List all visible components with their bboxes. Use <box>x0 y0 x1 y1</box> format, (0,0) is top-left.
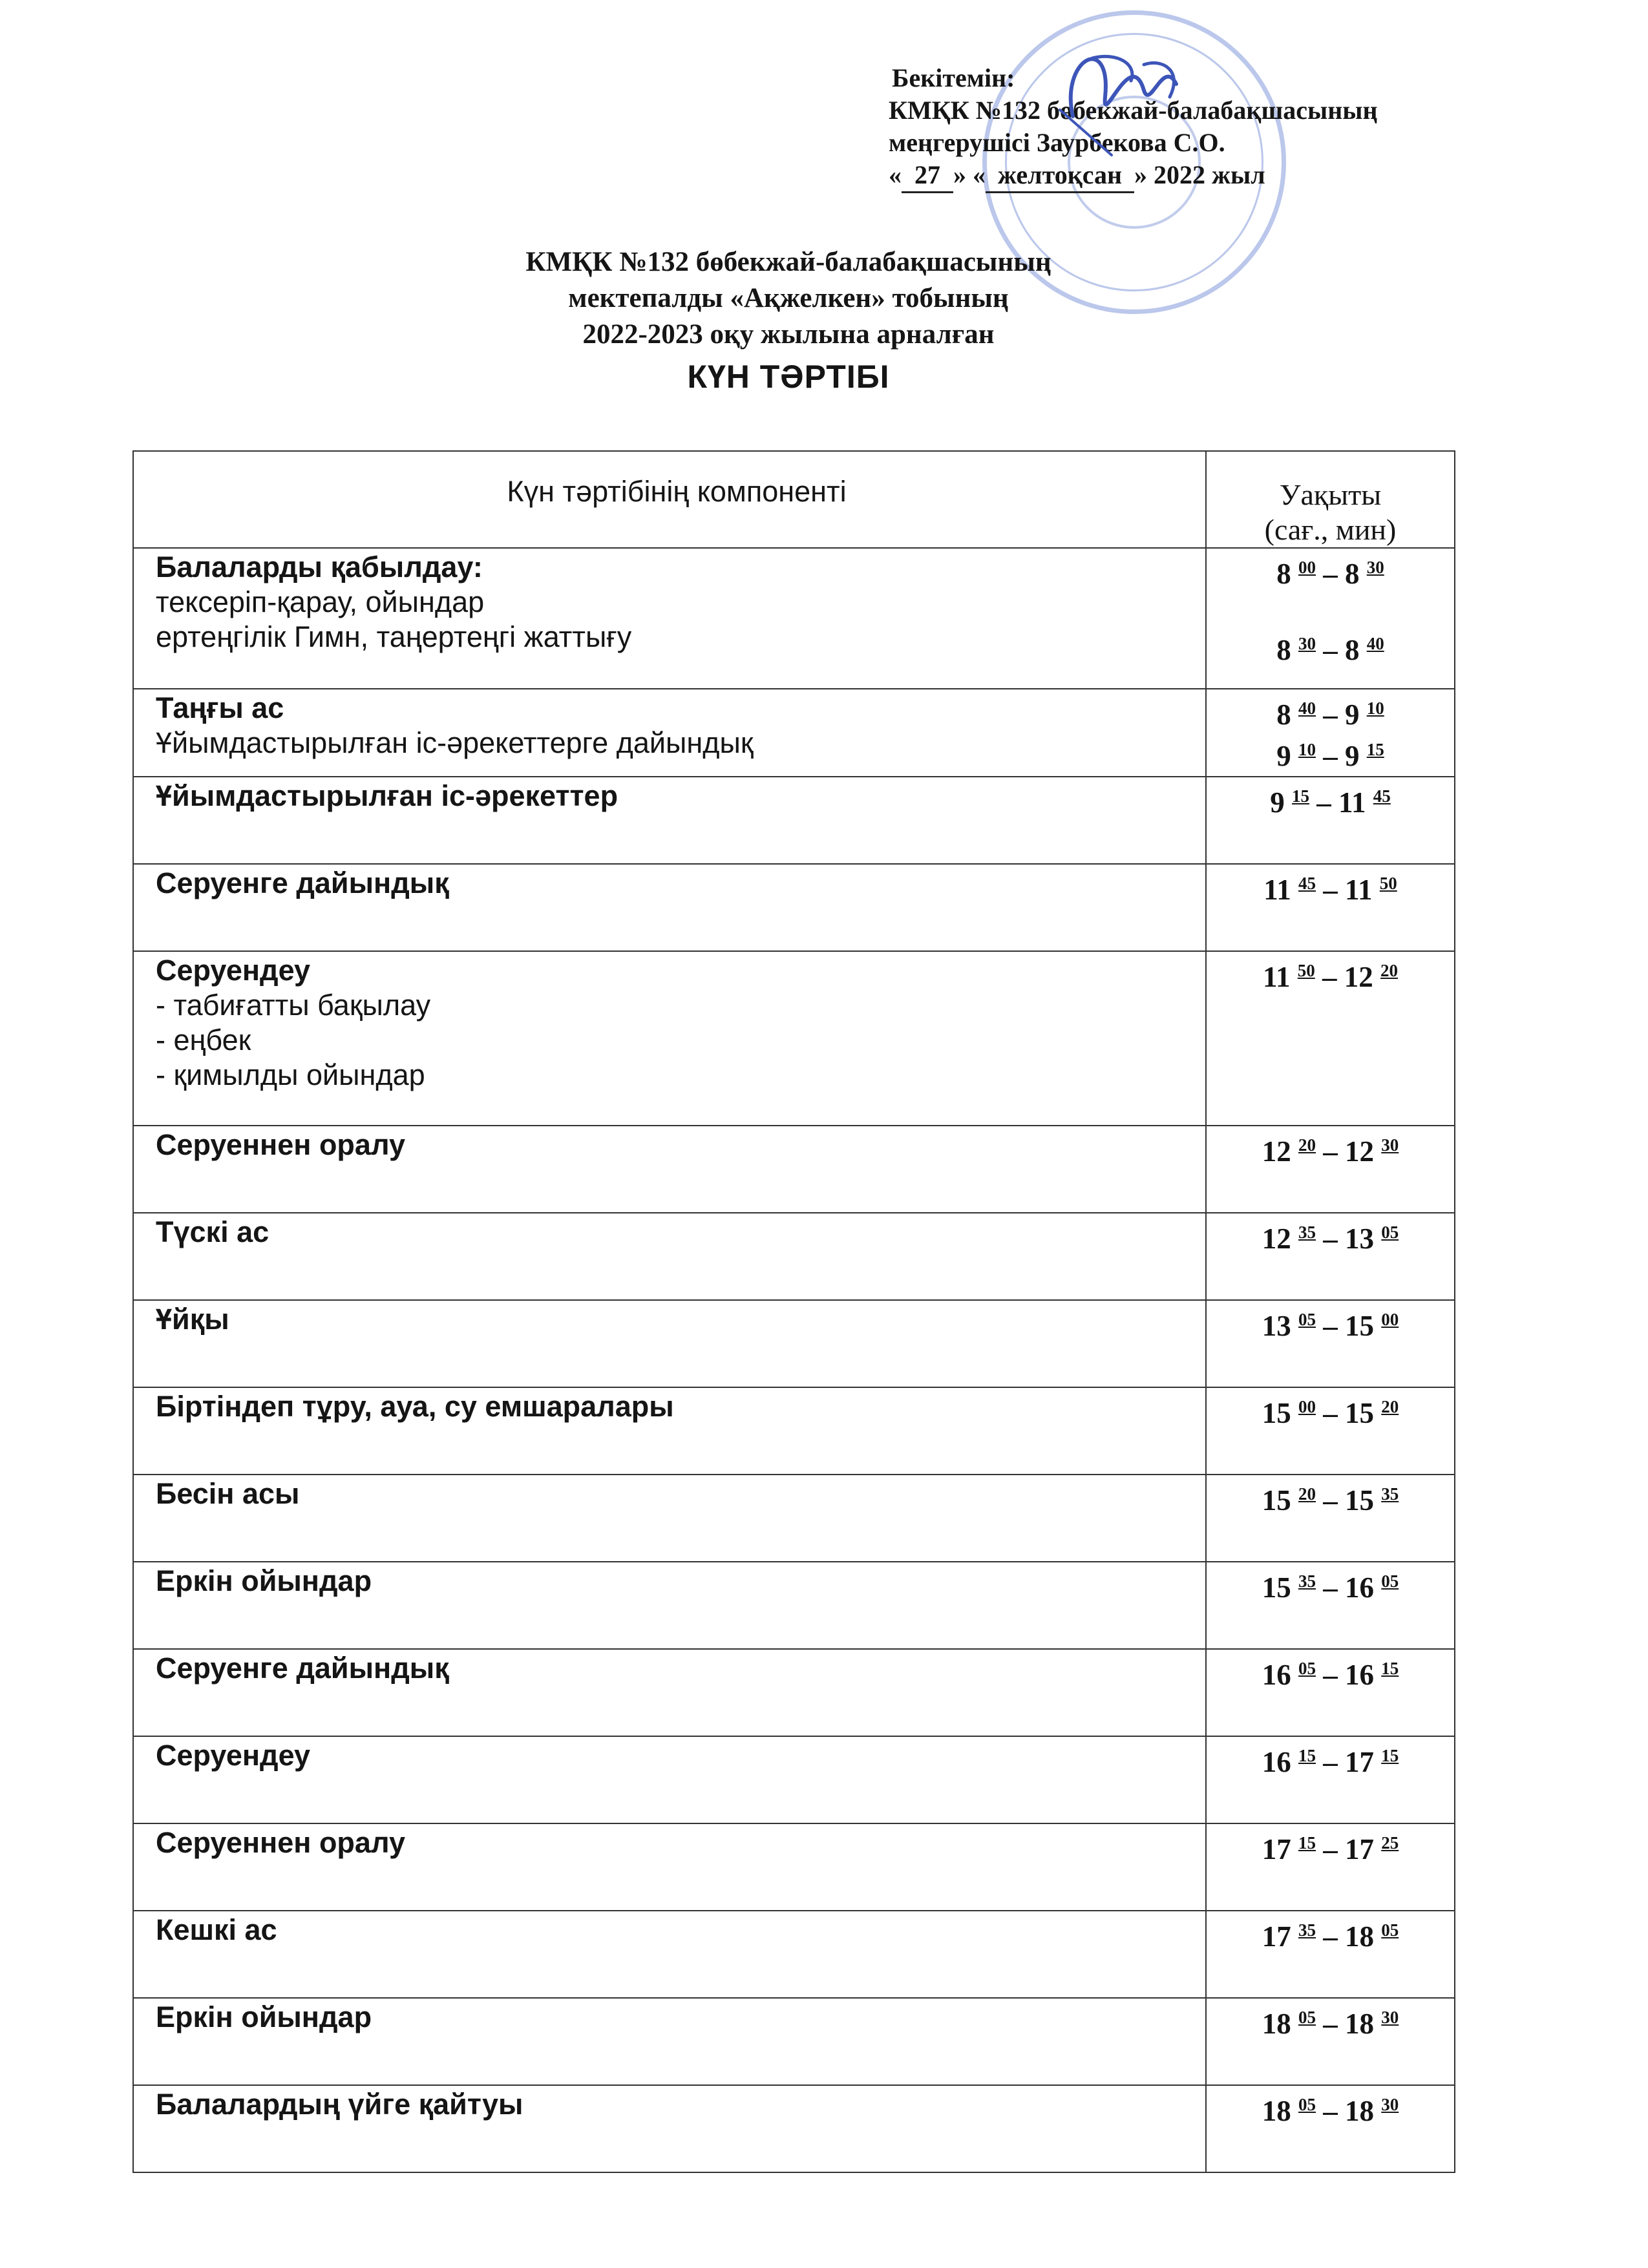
start-minute: 30 <box>1298 634 1316 653</box>
title-line-institution: КМҚК №132 бөбекжай-балабақшасының <box>525 247 1051 277</box>
start-minute: 05 <box>1298 2008 1316 2027</box>
time-range: 11 $^{50}$ – 12 $^{20}$ <box>1262 961 1399 993</box>
time-cell <box>1206 1911 1455 1998</box>
start-hour: 15 <box>1262 1484 1291 1517</box>
start-minute: 35 <box>1298 1920 1316 1940</box>
start-hour: 13 <box>1262 1310 1291 1342</box>
table-row <box>133 1562 1455 1649</box>
start-hour: 8 <box>1276 698 1291 731</box>
activity-title: Таңғы ас <box>156 691 284 724</box>
start-minute: 20 <box>1298 1135 1316 1155</box>
start-hour: 16 <box>1262 1659 1291 1691</box>
activity-title: Біртіндеп тұру, ауа, су емшаралары <box>156 1390 674 1423</box>
time-range: 8 $^{00}$ – 8 $^{30}$ <box>1276 558 1384 590</box>
time-range: 12 $^{35}$ – 13 $^{05}$ <box>1262 1223 1399 1255</box>
table-row <box>133 951 1455 1126</box>
header-time-label: Уақыты <box>1279 478 1382 511</box>
time-range: 15 $^{35}$ – 16 $^{05}$ <box>1262 1571 1399 1604</box>
table-row <box>133 1998 1455 2085</box>
start-minute: 20 <box>1298 1484 1316 1504</box>
time-range: 18 $^{05}$ – 18 $^{30}$ <box>1262 2008 1399 2040</box>
end-minute: 15 <box>1381 1746 1399 1765</box>
time-cell <box>1206 1387 1455 1475</box>
time-range: 9 $^{15}$ – 11 $^{45}$ <box>1270 786 1391 819</box>
activity-cell <box>133 864 1206 951</box>
activity-cell <box>133 1649 1206 1736</box>
time-cell <box>1206 689 1455 777</box>
table-row <box>133 777 1455 864</box>
end-hour: 13 <box>1345 1223 1374 1255</box>
time-range: 18 $^{05}$ – 18 $^{30}$ <box>1262 2095 1399 2127</box>
end-hour: 9 <box>1345 698 1360 731</box>
schedule-body <box>133 548 1455 2172</box>
end-minute: 00 <box>1381 1310 1399 1329</box>
time-cell <box>1206 1736 1455 1823</box>
time-range: 11 $^{45}$ – 11 $^{50}$ <box>1263 874 1397 906</box>
table-row <box>133 1736 1455 1823</box>
end-hour: 16 <box>1345 1571 1374 1604</box>
time-cell <box>1206 1475 1455 1562</box>
end-minute: 50 <box>1379 874 1397 893</box>
table-row <box>133 1300 1455 1387</box>
end-hour: 18 <box>1345 1920 1374 1953</box>
time-cell <box>1206 1213 1455 1300</box>
activity-cell <box>133 1998 1206 2085</box>
end-hour: 15 <box>1345 1310 1374 1342</box>
table-row <box>133 2085 1455 2172</box>
activity-title: Еркін ойындар <box>156 2000 372 2033</box>
start-minute: 15 <box>1298 1833 1316 1853</box>
approval-line-head: меңгерушісі Заурбекова С.О. <box>889 128 1225 157</box>
time-cell <box>1206 1823 1455 1911</box>
start-hour: 17 <box>1262 1920 1291 1953</box>
time-cell <box>1206 951 1455 1126</box>
time-range: 9 $^{10}$ – 9 $^{15}$ <box>1276 740 1384 772</box>
end-minute: 40 <box>1366 634 1384 653</box>
time-range: 8 $^{30}$ – 8 $^{40}$ <box>1276 634 1384 666</box>
time-spacer <box>1210 591 1450 626</box>
activity-title: Еркін ойындар <box>156 1564 372 1597</box>
end-hour: 18 <box>1345 2008 1374 2040</box>
activity-detail: - қимылды ойындар <box>156 1058 425 1091</box>
time-range: 17 $^{15}$ – 17 $^{25}$ <box>1262 1833 1399 1865</box>
table-row <box>133 864 1455 951</box>
start-minute: 05 <box>1298 1310 1316 1329</box>
signature-icon <box>1034 19 1202 168</box>
table-row <box>133 1823 1455 1911</box>
time-range: 12 $^{20}$ – 12 $^{30}$ <box>1262 1135 1399 1168</box>
end-hour: 12 <box>1344 961 1373 993</box>
activity-cell <box>133 1213 1206 1300</box>
start-hour: 8 <box>1276 558 1291 590</box>
activity-detail: тексеріп-қарау, ойындар <box>156 585 485 618</box>
table-row <box>133 689 1455 777</box>
start-hour: 11 <box>1263 874 1291 906</box>
document-title <box>194 244 1383 399</box>
end-hour: 12 <box>1345 1135 1374 1168</box>
start-hour: 12 <box>1262 1223 1291 1255</box>
end-minute: 30 <box>1381 2008 1399 2027</box>
start-minute: 00 <box>1298 1397 1316 1416</box>
end-hour: 15 <box>1345 1397 1374 1429</box>
start-hour: 15 <box>1262 1571 1291 1604</box>
activity-title: Балаларды қабылдау: <box>156 551 483 583</box>
table-row <box>133 548 1455 689</box>
time-cell <box>1206 1126 1455 1213</box>
activity-title: Серуендеу <box>156 1739 311 1772</box>
start-minute: 00 <box>1298 558 1316 577</box>
activity-title: Серуенге дайындық <box>156 1652 449 1685</box>
activity-cell <box>133 1475 1206 1562</box>
start-minute: 15 <box>1291 786 1309 806</box>
end-minute: 45 <box>1373 786 1391 806</box>
start-minute: 15 <box>1298 1746 1316 1765</box>
end-minute: 25 <box>1381 1833 1399 1853</box>
activity-title: Серуеннен оралу <box>156 1128 405 1161</box>
activity-cell <box>133 689 1206 777</box>
header-activity: Күн тәртібінің компоненті <box>133 451 1206 548</box>
end-hour: 17 <box>1345 1833 1374 1865</box>
approval-date-year: » 2022 жыл <box>1134 160 1265 189</box>
activity-cell <box>133 951 1206 1126</box>
time-cell <box>1206 548 1455 689</box>
end-hour: 8 <box>1345 558 1360 590</box>
start-minute: 50 <box>1297 961 1315 980</box>
daily-schedule-table <box>132 450 1455 2173</box>
time-range: 17 $^{35}$ – 18 $^{05}$ <box>1262 1920 1399 1953</box>
start-hour: 12 <box>1262 1135 1291 1168</box>
end-minute: 20 <box>1381 1397 1399 1416</box>
approval-date-mid: » « <box>953 160 986 189</box>
activity-cell <box>133 548 1206 689</box>
start-minute: 05 <box>1298 2095 1316 2114</box>
start-hour: 9 <box>1276 740 1291 772</box>
end-minute: 15 <box>1381 1659 1399 1678</box>
time-range: 13 $^{05}$ – 15 $^{00}$ <box>1262 1310 1399 1342</box>
activity-cell <box>133 1823 1206 1911</box>
approval-line-institution: КМҚК №132 бөбекжай-балабақшасының <box>889 96 1378 125</box>
end-minute: 35 <box>1381 1484 1399 1504</box>
activity-title: Түскі ас <box>156 1215 269 1248</box>
activity-title: Балалардың үйге қайтуы <box>156 2088 523 2121</box>
end-minute: 05 <box>1381 1571 1399 1591</box>
activity-cell <box>133 1387 1206 1475</box>
activity-title: Бесін асы <box>156 1477 300 1510</box>
approval-block <box>889 62 1561 193</box>
time-range: 15 $^{20}$ – 15 $^{35}$ <box>1262 1484 1399 1517</box>
start-hour: 11 <box>1262 961 1291 993</box>
title-line-group: мектепалды «Ақжелкен» тобының <box>568 283 1009 313</box>
activity-detail: - еңбек <box>156 1024 251 1056</box>
approval-date <box>889 159 1561 193</box>
start-minute: 35 <box>1298 1223 1316 1242</box>
approval-date-day: 27 <box>902 159 953 193</box>
end-hour: 18 <box>1345 2095 1374 2127</box>
start-hour: 16 <box>1262 1746 1291 1778</box>
end-hour: 11 <box>1345 874 1373 906</box>
activity-cell <box>133 1911 1206 1998</box>
activity-cell <box>133 777 1206 864</box>
end-hour: 16 <box>1345 1659 1374 1691</box>
activity-title: Серуенге дайындық <box>156 866 449 899</box>
end-minute: 15 <box>1366 740 1384 759</box>
time-range: 16 $^{05}$ – 16 $^{15}$ <box>1262 1659 1399 1691</box>
activity-cell <box>133 1300 1206 1387</box>
end-hour: 11 <box>1338 786 1366 819</box>
activity-cell <box>133 1736 1206 1823</box>
table-row <box>133 1475 1455 1562</box>
end-minute: 30 <box>1381 1135 1399 1155</box>
start-hour: 17 <box>1262 1833 1291 1865</box>
time-cell <box>1206 1649 1455 1736</box>
end-hour: 8 <box>1345 634 1360 666</box>
activity-cell <box>133 1126 1206 1213</box>
table-row <box>133 1387 1455 1475</box>
approval-date-month: желтоқсан <box>986 159 1134 193</box>
time-cell <box>1206 777 1455 864</box>
title-line-year: 2022-2023 оқу жылына арналған <box>582 319 995 350</box>
approval-date-open: « <box>889 160 902 189</box>
start-hour: 15 <box>1262 1397 1291 1429</box>
page-title: КҮН ТӘРТІБІ <box>687 359 890 395</box>
table-row <box>133 1126 1455 1213</box>
end-minute: 05 <box>1381 1223 1399 1242</box>
start-hour: 8 <box>1276 634 1291 666</box>
activity-title: Ұйқы <box>156 1303 229 1336</box>
header-time-unit: (сағ., мин) <box>1264 513 1397 546</box>
activity-cell <box>133 2085 1206 2172</box>
start-minute: 40 <box>1298 698 1316 718</box>
end-minute: 10 <box>1366 698 1384 718</box>
table-header-row <box>133 451 1455 548</box>
start-hour: 18 <box>1262 2095 1291 2127</box>
activity-detail: Ұйымдастырылған іс-әрекеттерге дайындық <box>156 726 754 759</box>
start-minute: 35 <box>1298 1571 1316 1591</box>
start-minute: 45 <box>1298 874 1316 893</box>
start-hour: 9 <box>1270 786 1285 819</box>
end-minute: 20 <box>1380 961 1399 980</box>
time-range: 15 $^{00}$ – 15 $^{20}$ <box>1262 1397 1399 1429</box>
end-minute: 30 <box>1381 2095 1399 2114</box>
activity-cell <box>133 1562 1206 1649</box>
activity-title: Серуеннен оралу <box>156 1826 405 1859</box>
table-row <box>133 1911 1455 1998</box>
end-hour: 15 <box>1345 1484 1374 1517</box>
header-time <box>1206 451 1455 548</box>
activity-title: Серуендеу <box>156 954 311 987</box>
start-minute: 10 <box>1298 740 1316 759</box>
table-row <box>133 1213 1455 1300</box>
time-cell <box>1206 1998 1455 2085</box>
end-hour: 17 <box>1345 1746 1374 1778</box>
time-cell <box>1206 1562 1455 1649</box>
time-range: 16 $^{15}$ – 17 $^{15}$ <box>1262 1746 1399 1778</box>
activity-title: Кешкі ас <box>156 1913 277 1946</box>
start-minute: 05 <box>1298 1659 1316 1678</box>
time-cell <box>1206 2085 1455 2172</box>
activity-detail: ертеңгілік Гимн, таңертеңгі жаттығу <box>156 620 632 653</box>
time-range: 8 $^{40}$ – 9 $^{10}$ <box>1276 698 1384 731</box>
activity-detail: - табиғатты бақылау <box>156 989 431 1022</box>
activity-title: Ұйымдастырылған іс-әрекеттер <box>156 779 618 812</box>
end-minute: 30 <box>1366 558 1384 577</box>
end-hour: 9 <box>1345 740 1360 772</box>
table-row <box>133 1649 1455 1736</box>
end-minute: 05 <box>1381 1920 1399 1940</box>
approval-label: Бекітемін: <box>892 63 1015 92</box>
time-cell <box>1206 1300 1455 1387</box>
start-hour: 18 <box>1262 2008 1291 2040</box>
time-cell <box>1206 864 1455 951</box>
